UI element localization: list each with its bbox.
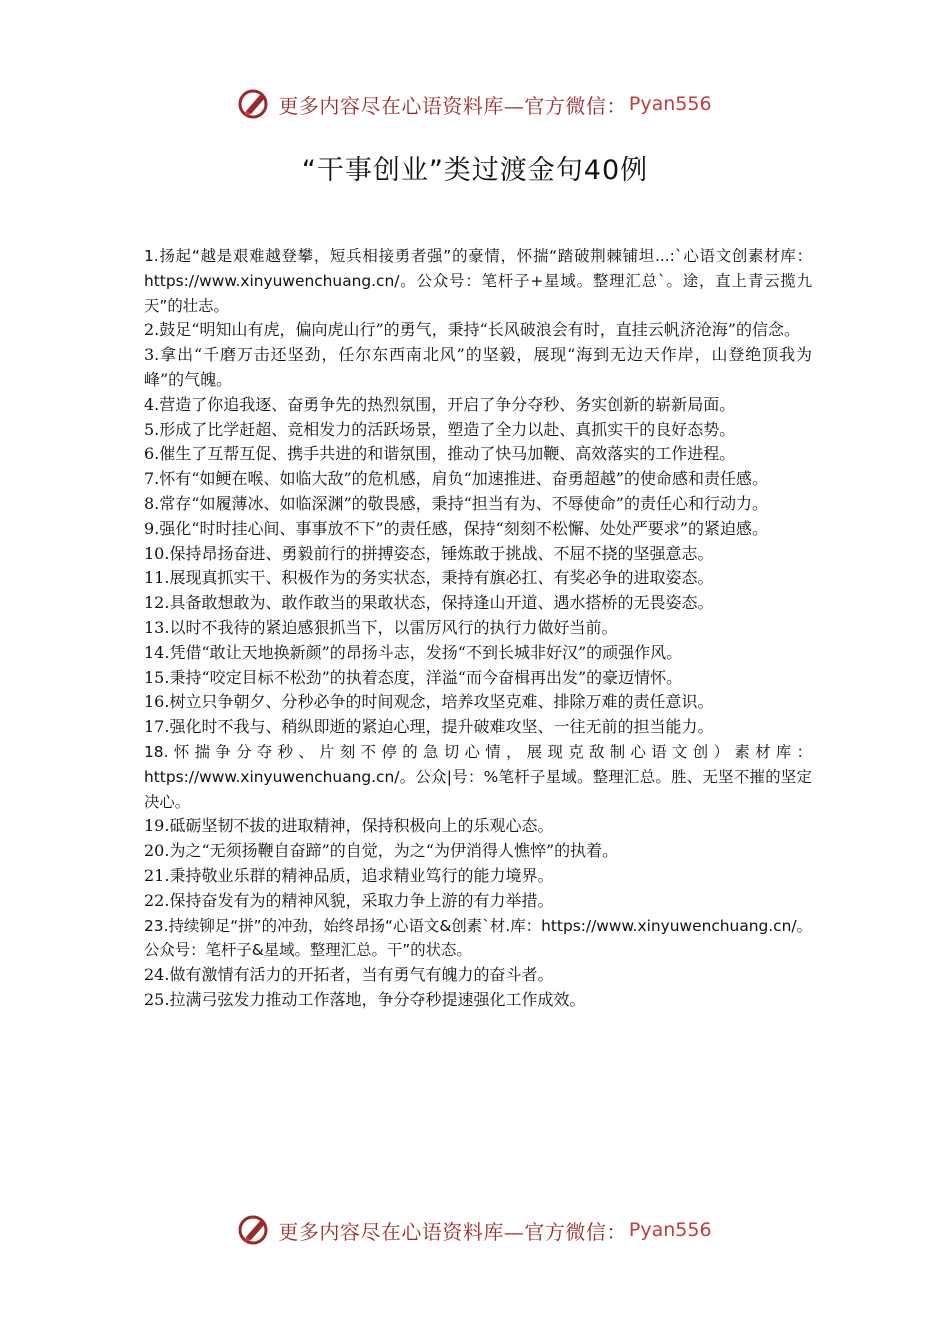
banner-handle: Pyan556 — [628, 1219, 712, 1241]
list-item: 15.秉持“咬定目标不松劲”的执着态度，洋溢“而今奋楫再出发”的豪迈情怀。 — [144, 667, 683, 687]
list-item: 21.秉持敬业乐群的精神品质，追求精业笃行的能力境界。 — [144, 865, 554, 885]
list-item: 6.催生了互帮互促、携手共进的和谐氛围，推动了快马加鞭、高效落实的工作进程。 — [144, 444, 736, 464]
list-item: 23.持续铆足“拼”的冲劲，始终昂扬“心语文&创素`材.库：https://www.xinyuwenchuang.cn/。公众号：笔杆子&星域。整理汇总。干”的状态。 — [144, 916, 812, 960]
list-item: 17.强化时不我与、稍纵即逝的紧迫心理，提升破难攻坚、一往无前的担当能力。 — [144, 717, 714, 737]
document-title: “干事创业”类过渡金句40例 — [301, 155, 649, 186]
list-item: 11.展现真抓实干、积极作为的务实状态，秉持有旗必扛、有奖必争的进取姿态。 — [144, 568, 714, 588]
list-item: 19.砥砺坚韧不拔的进取精神，保持积极向上的乐观心态。 — [144, 816, 554, 836]
list-item: 24.做有激情有活力的开拓者，当有勇气有魄力的奋斗者。 — [144, 965, 554, 985]
list-item: 4.营造了你追我逐、奋勇争先的热烈氛围，开启了争分夺秒、务实创新的崭新局面。 — [144, 394, 736, 414]
list-item: 10.保持昂扬奋进、勇毅前行的拼搏姿态，锤炼敢于挑战、不屈不挠的坚强意志。 — [144, 543, 714, 563]
list-item: 12.具备敢想敢为、敢作敢当的果敢状态，保持逢山开道、遇水搭桥的无畏姿态。 — [144, 593, 714, 613]
list-item: 5.形成了比学赶超、竞相发力的活跃场景，塑造了全力以赴、真抓实干的良好态势。 — [144, 419, 736, 439]
banner-text: 更多内容尽在心语资料库—官方微信： — [278, 93, 627, 118]
banner-handle: Pyan556 — [628, 93, 712, 115]
list-item: 7.怀有“如鲠在喉、如临大敌”的危机感，肩负“加速推进、奋勇超越”的使命感和责任感。 — [144, 469, 768, 489]
list-item: 14.凭借“敢让天地换新颜”的昂扬斗志，发扬“不到长城非好汉”的顽强作风。 — [144, 642, 683, 662]
list-item: 25.拉满弓弦发力推动工作落地，争分夺秒提速强化工作成效。 — [144, 989, 586, 1009]
banner-text: 更多内容尽在心语资料库—官方微信： — [278, 1219, 627, 1244]
item-list — [144, 244, 812, 1013]
list-item: 13.以时不我待的紧迫感狠抓当下，以雷厉风行的执行力做好当前。 — [144, 617, 618, 637]
list-item: 1.扬起“越是艰难越登攀，短兵相接勇者强”的豪情，怀揣“踏破荆棘铺坦...:`心语文创素材库：https://www.xinyuwenchuang.cn/。公众号：笔杆子+星域。整理汇总`。途，直上青云揽九天”的壮志。 — [144, 247, 812, 315]
list-item: 16.树立只争朝夕、分秒必争的时间观念，培养攻坚克难、排除万难的责任意识。 — [144, 692, 714, 712]
header-banner — [0, 82, 950, 126]
pen-logo-icon — [238, 87, 272, 121]
footer-banner — [0, 1208, 950, 1252]
list-item: 9.强化“时时挂心间、事事放不下”的责任感，保持“刻刻不松懈、处处严要求”的紧迫感。 — [144, 518, 768, 538]
list-item: 18.怀揣争分夺秒、片刻不停的急切心情，展现克敌制心语文创）素材库：https://www.xinyuwenchuang.cn/。公众|号：%笔杆子星域。整理汇总。胜、无坚不摧的坚定决心。 — [144, 742, 812, 811]
list-item: 3.拿出“千磨万击还坚劲，任尔东西南北风”的坚毅，展现“海到无边天作岸，山登绝顶我为峰”的气魄。 — [144, 345, 812, 389]
list-item: 2.鼓足“明知山有虎，偏向虎山行”的勇气，秉持“长风破浪会有时，直挂云帆济沧海”的信念。 — [144, 320, 800, 340]
list-item: 8.常存“如履薄冰、如临深渊”的敬畏感，秉持“担当有为、不辱使命”的责任心和行动力。 — [144, 493, 768, 513]
list-item: 22.保持奋发有为的精神风貌，采取力争上游的有力举措。 — [144, 890, 554, 910]
pen-logo-icon — [238, 1213, 272, 1247]
list-item: 20.为之“无须扬鞭自奋蹄”的自觉，为之“为伊消得人憔悴”的执着。 — [144, 841, 619, 861]
